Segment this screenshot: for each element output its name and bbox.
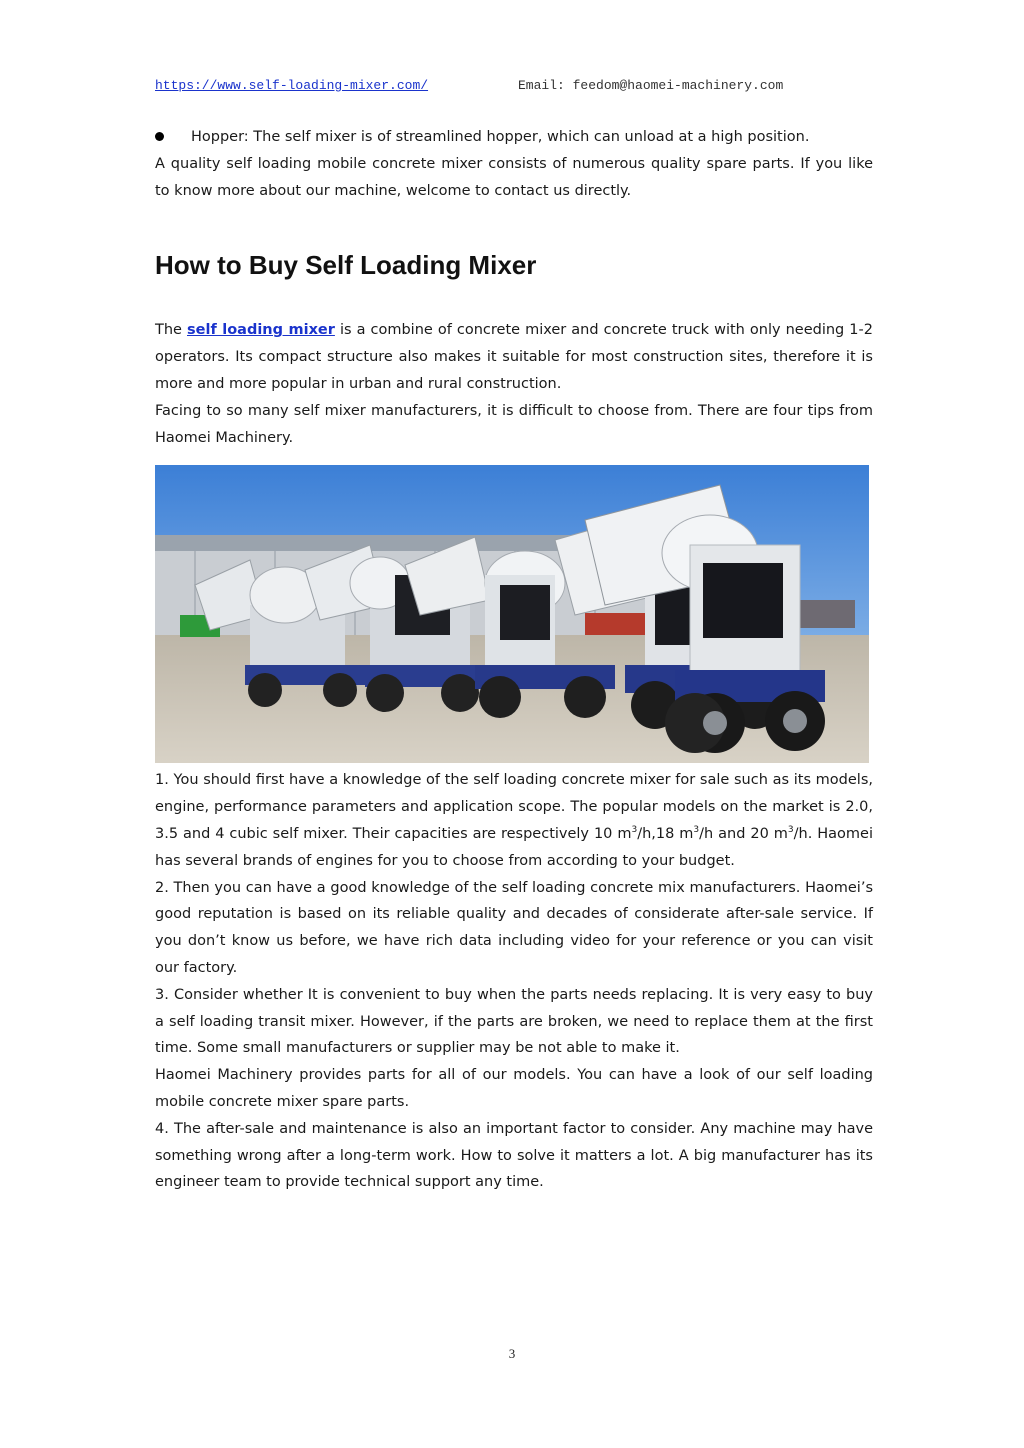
tip-4: 4. The after-sale and maintenance is also an important factor to consider. Any machine may have something wrong after a long-term work. How to solve it matters a lot. A big manufacturer has its engineer team to provide technical support any time. bbox=[155, 1120, 873, 1191]
website-link[interactable]: https://www.self-loading-mixer.com/ bbox=[155, 78, 429, 93]
self-loading-mixer-link[interactable]: self loading mixer bbox=[187, 322, 335, 339]
para1-text: is a combine of concrete mixer and concrete truck with only needing 1-2 operators. Its compact structure also makes it suitable for most construction sites, therefore it is more and more popular in urban and rural construction. bbox=[155, 322, 873, 392]
paragraph-tips-intro: Facing to so many self mixer manufacturers, it is difficult to choose from. There are four tips from Haomei Machinery. bbox=[155, 402, 873, 446]
document-body bbox=[155, 124, 873, 1196]
tip-1 bbox=[155, 767, 873, 874]
para1-prefix: The bbox=[155, 322, 188, 339]
bullet-icon bbox=[155, 132, 164, 141]
tip1-text-b: /h,18 m bbox=[637, 825, 694, 842]
mixer-trucks-photo bbox=[155, 465, 869, 763]
tip1-text-a: 1. You should first have a knowledge of the self loading concrete mixer for sale such as its models, engine, performance parameters and application scope. The popular models on the market is 2.0, 3.5 and 4 cubic self mixer. Their capacities are respectively 10 m bbox=[155, 772, 873, 842]
tip1-sup-3: 3 bbox=[787, 825, 794, 836]
header-email: Email: feedom@haomei-machinery.com bbox=[518, 78, 784, 93]
page-number: 3 bbox=[508, 1346, 516, 1361]
tip1-text-c: /h and 20 m bbox=[699, 825, 788, 842]
paragraph-self-loading-mixer bbox=[155, 317, 873, 397]
tip1-text-d: /h. Haomei has several brands of engines for you to choose from according to your budget. bbox=[155, 825, 873, 869]
tip1-sup-1: 3 bbox=[631, 825, 638, 836]
intro-paragraph: A quality self loading mobile concrete mixer consists of numerous quality spare parts. If you like to know more about our machine, welcome to contact us directly. bbox=[155, 155, 873, 199]
tip-3: 3. Consider whether It is convenient to buy when the parts needs replacing. It is very easy to buy a self loading transit mixer. However, if the parts are broken, we need to replace them at the first time. Some small manufacturers or supplier may be not able to make it. bbox=[155, 986, 873, 1057]
section-heading: How to Buy Self Loading Mixer bbox=[155, 250, 537, 281]
tip1-sup-2: 3 bbox=[693, 825, 700, 836]
bullet-text: Hopper: The self mixer is of streamlined hopper, which can unload at a high position. bbox=[191, 129, 810, 145]
bullet-item-hopper bbox=[155, 124, 873, 151]
tip-2: 2. Then you can have a good knowledge of the self loading concrete mix manufacturers. Haomei’s good reputation is based on its reliable quality and decades of considerate after-sale service. If you don’t know us before, we have rich data including video for your reference or you can visit our factory. bbox=[155, 879, 873, 976]
page-header bbox=[155, 78, 875, 98]
parts-paragraph: Haomei Machinery provides parts for all of our models. You can have a look of our self loading mobile concrete mixer spare parts. bbox=[155, 1067, 873, 1110]
